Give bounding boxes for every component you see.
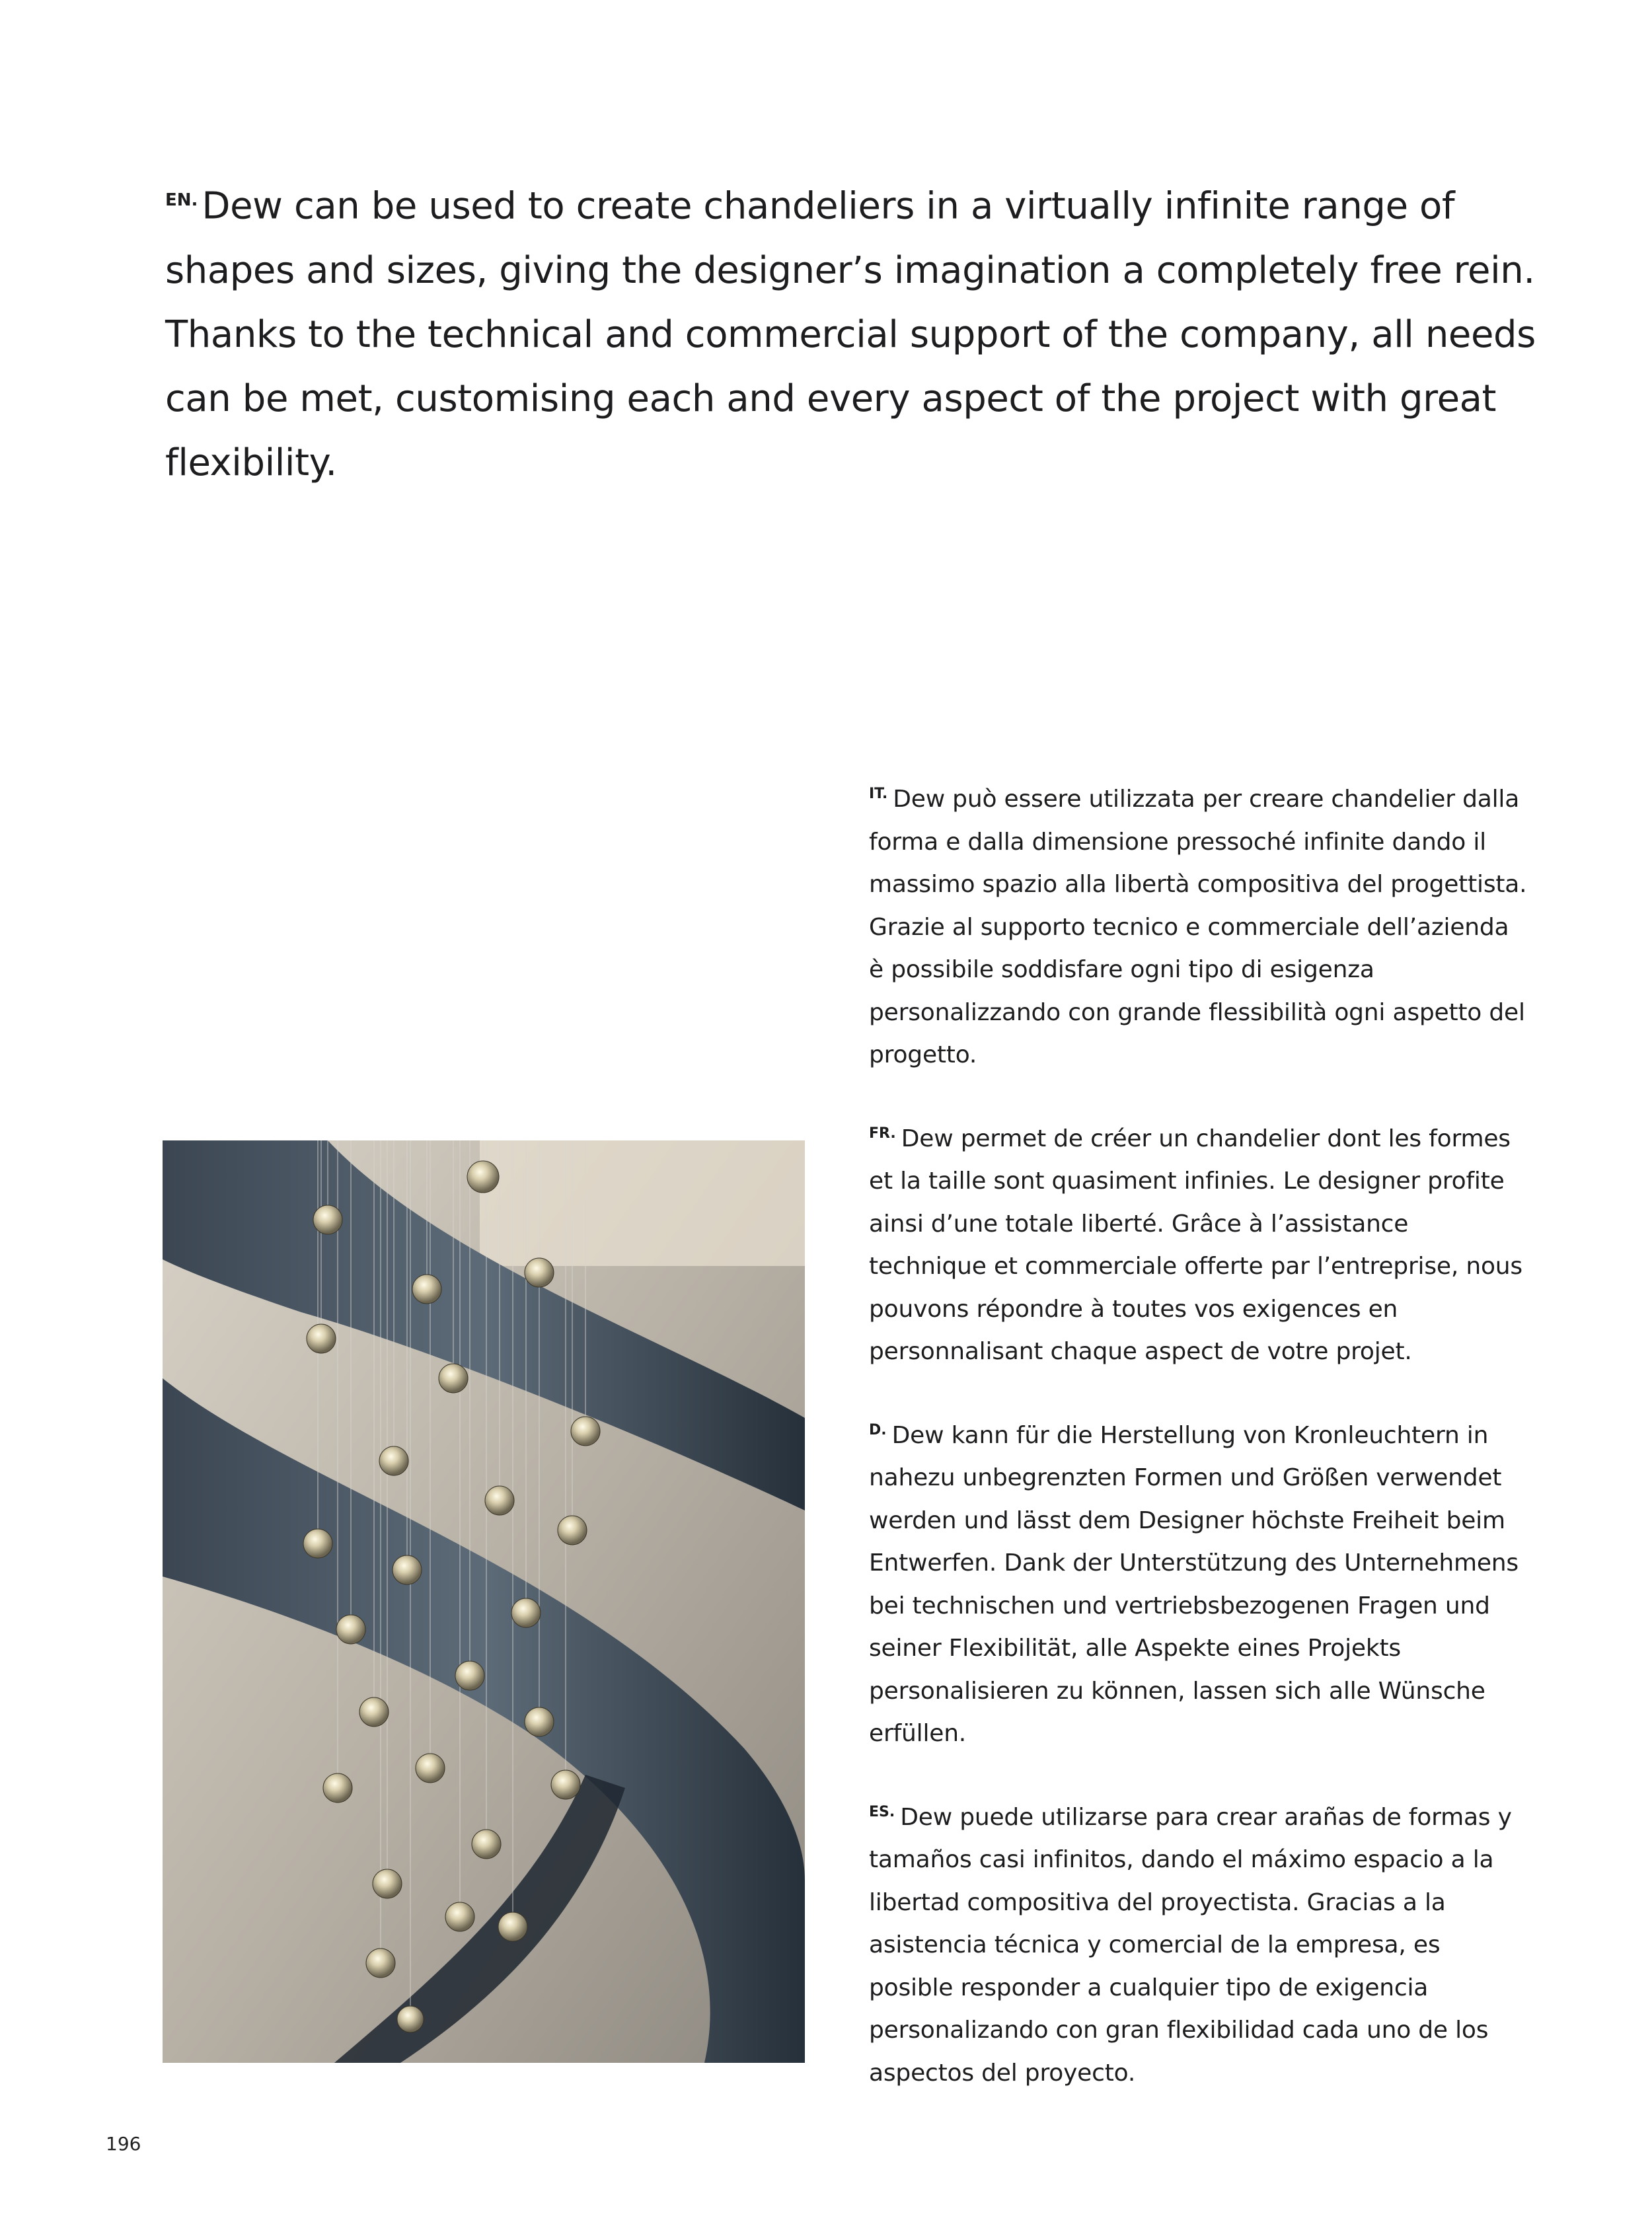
page-number: 196 bbox=[106, 2133, 141, 2155]
language-tag-fr: FR. bbox=[869, 1125, 896, 1142]
paragraph-text-fr: Dew permet de créer un chandelier dont les formes et la taille sont quasiment infinies. Le designer profite ainsi d’une totale liberté. Grâce à l’assistance technique et commerciale offerte par l’entreprise, nous pouvons répondre à toutes vos exigences en personnalisant chaque aspect de votre projet. bbox=[869, 1125, 1522, 1365]
language-tag-es: ES. bbox=[869, 1803, 895, 1820]
language-tag-de: D. bbox=[869, 1421, 887, 1438]
paragraph-text-it: Dew può essere utilizzata per creare chandelier dalla forma e dalla dimensione pressoché infinite dando il massimo spazio alla libertà compositiva del progettista. Grazie al supporto tecnico e commerciale dell’azienda è possibile soddisfare ogni tipo di esigenza personalizzando con grande flessibilità ogni aspetto del progetto. bbox=[869, 786, 1527, 1068]
language-tag-it: IT. bbox=[869, 786, 888, 802]
paragraph-text-de: Dew kann für die Herstellung von Kronleuchtern in nahezu unbegrenzten Formen und Größen verwendet werden und lässt dem Designer höchste Freiheit beim Entwerfen. Dank der Unterstützung des Unternehmens bei technischen und vertriebsbezogenen Fragen und seiner Flexibilität, alle Aspekte eines Projekts personalisieren zu können, lassen sich alle Wünsche erfüllen. bbox=[869, 1421, 1519, 1747]
paragraph-es bbox=[869, 1791, 1530, 2095]
paragraph-text-es: Dew puede utilizarse para crear arañas de formas y tamaños casi infinitos, dando el máximo espacio a la libertad compositiva del proyectista. Gracias a la asistencia técnica y comercial de la empresa, es posible responder a cualquier tipo de exigencia personalizando con gran flexibilidad cada uno de los aspectos del proyecto. bbox=[869, 1803, 1512, 2087]
intro-text: Dew can be used to create chandeliers in a virtually infinite range of shapes and sizes, giving the designer’s imagination a completely free rein. Thanks to the technical and commercial support of the company, all needs can be met, customising each and every aspect of the project with great flexibility. bbox=[165, 184, 1536, 484]
language-tag-en: EN. bbox=[165, 190, 198, 210]
staircase-chandelier-photo bbox=[163, 1140, 805, 2063]
translations-column bbox=[869, 773, 1530, 2095]
paragraph-it bbox=[869, 773, 1530, 1077]
intro-paragraph-en bbox=[165, 168, 1540, 495]
photo-illustration bbox=[163, 1140, 805, 2063]
paragraph-fr bbox=[869, 1113, 1530, 1374]
paragraph-de bbox=[869, 1409, 1530, 1756]
